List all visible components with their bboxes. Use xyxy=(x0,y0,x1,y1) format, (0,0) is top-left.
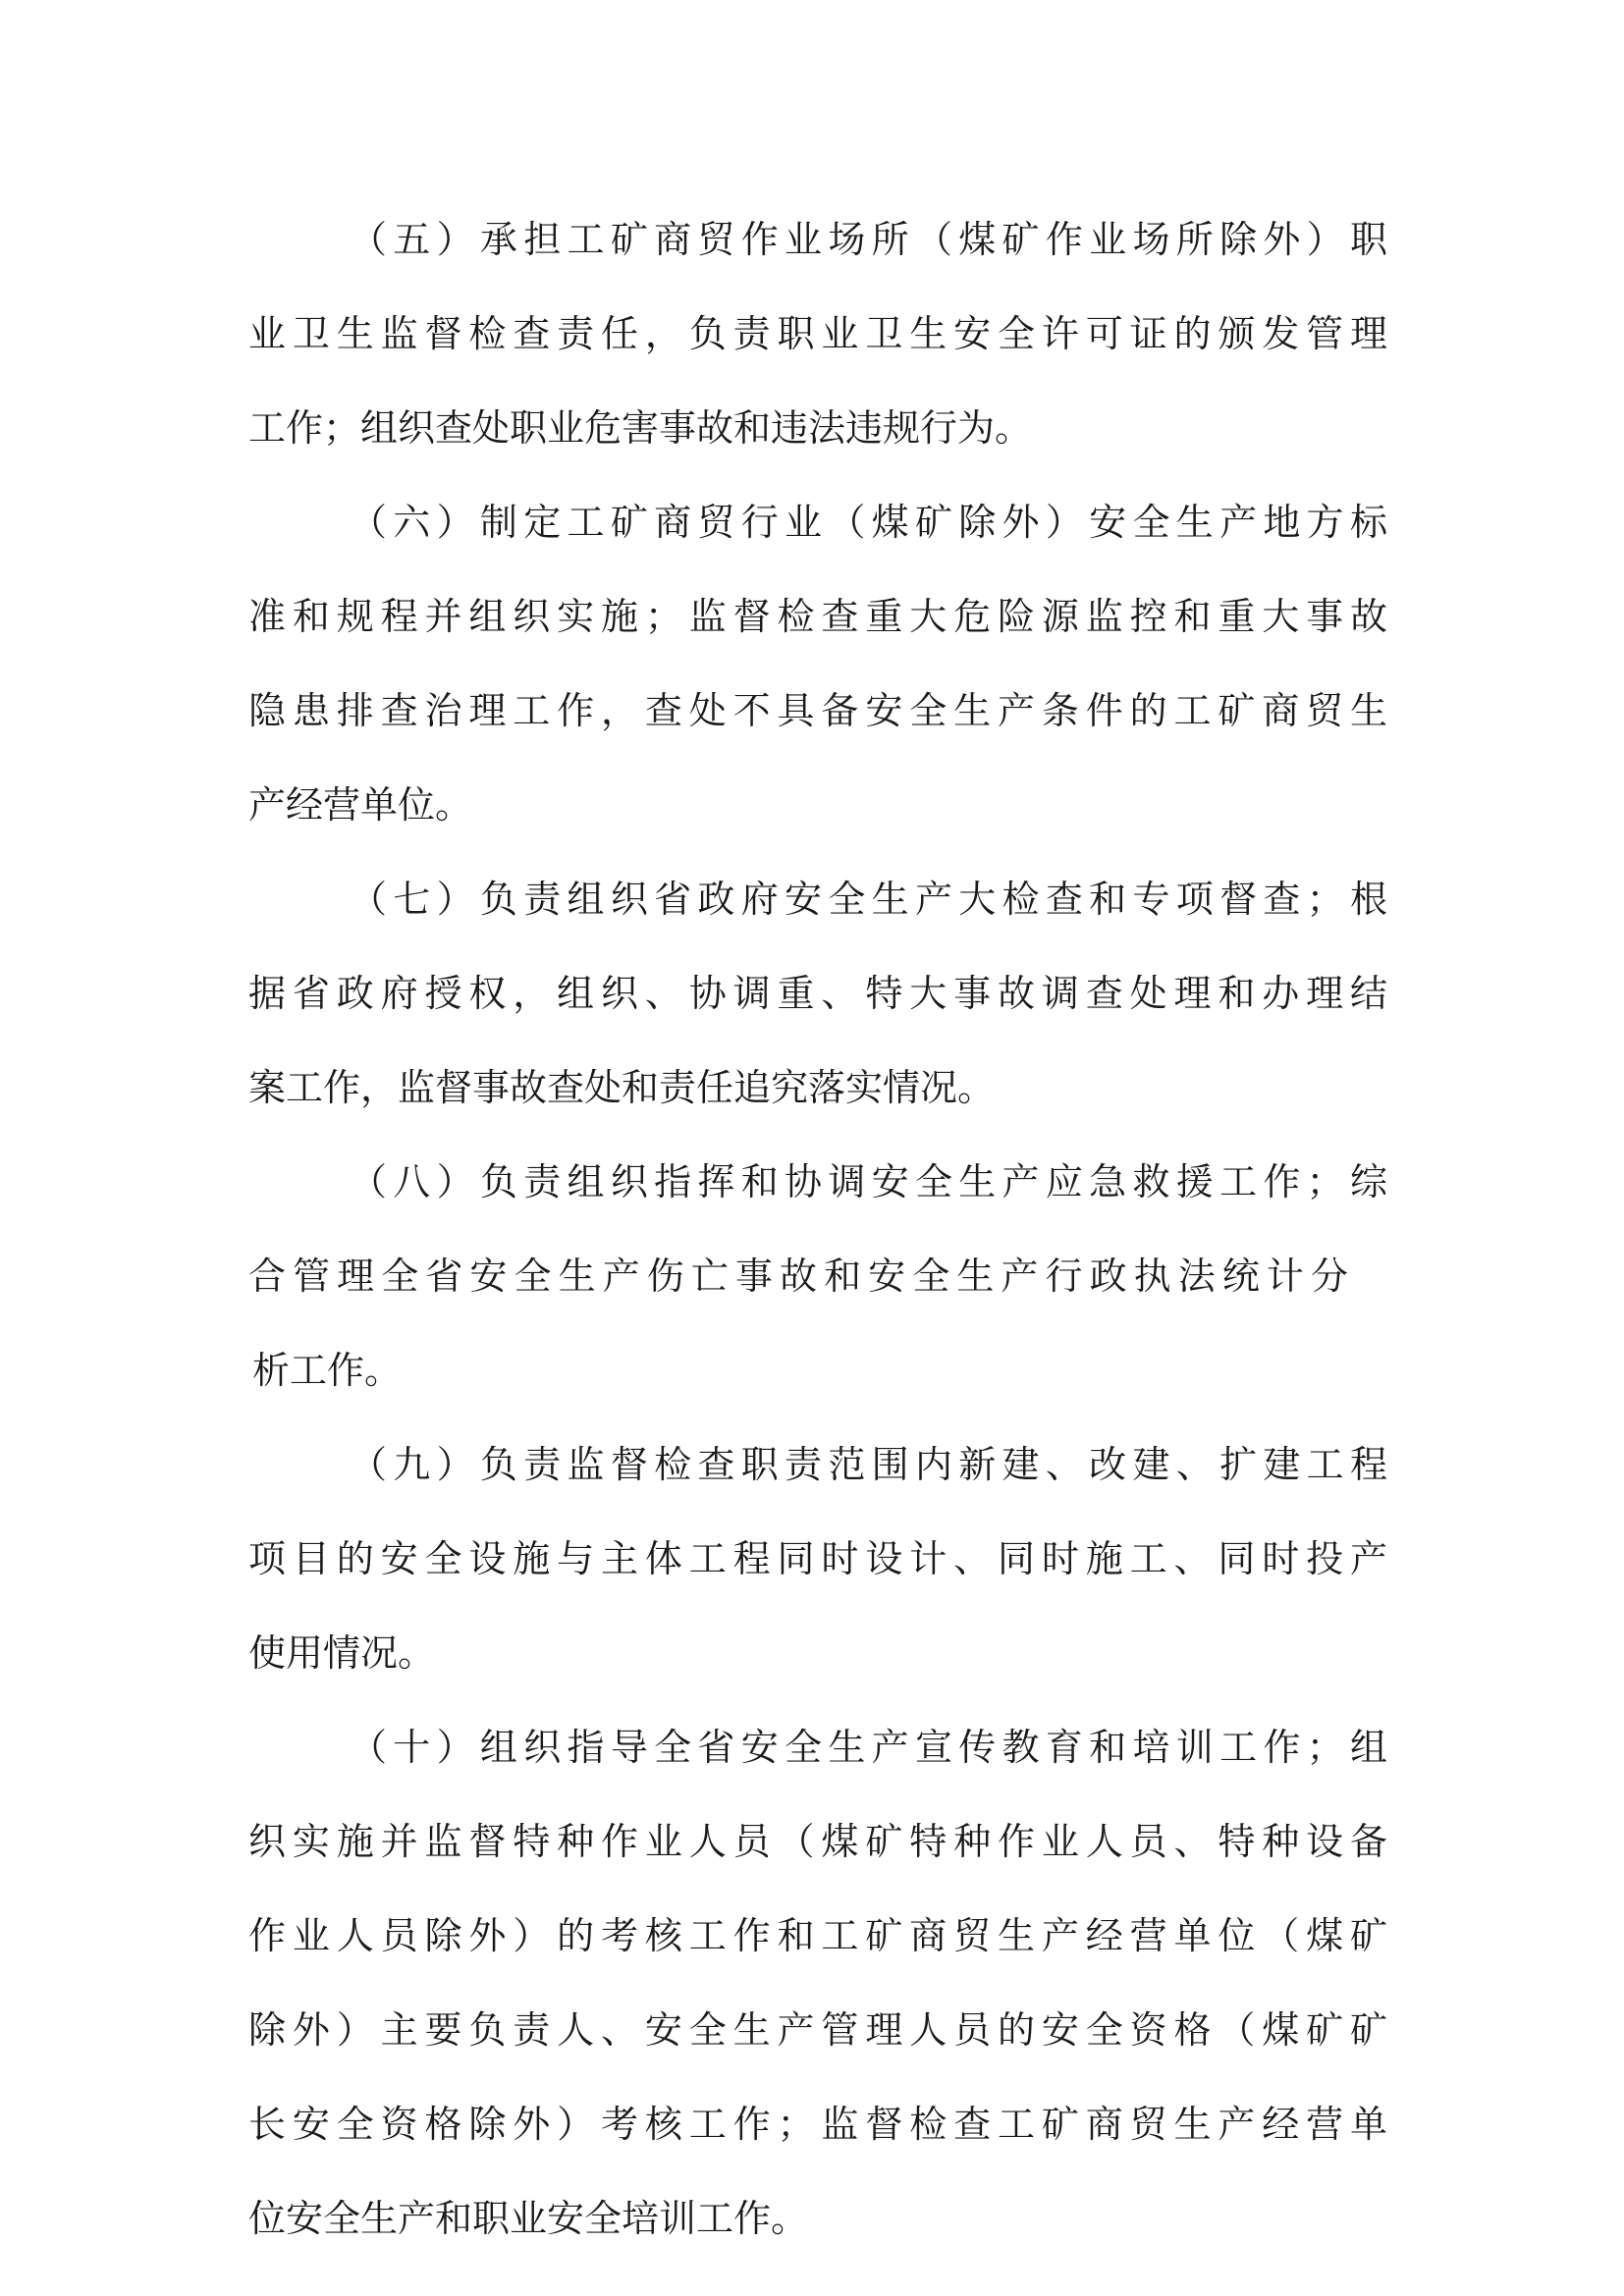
text-line: （六）制定工矿商贸行业（煤矿除外）安全生产地方标 xyxy=(350,501,1387,544)
text-line: 案工作，监督事故查处和责任追究落实情况。 xyxy=(248,1066,996,1109)
text-line: 长安全资格除外）考核工作；监督检查工矿商贸生产经营单 xyxy=(248,2103,1387,2146)
text-line: 产经营单位。 xyxy=(248,783,473,827)
text-line: 除外）主要负责人、安全生产管理人员的安全资格（煤矿矿 xyxy=(248,2008,1387,2052)
paragraph-8 xyxy=(248,1154,1387,1437)
text-line: 工作；组织查处职业危害事故和违法违规行为。 xyxy=(248,406,1033,450)
text-line: （七）负责组织省政府安全生产大检查和专项督查；根 xyxy=(350,878,1387,921)
text-line: （八）负责组织指挥和协调安全生产应急救援工作；综 xyxy=(350,1160,1387,1203)
paragraph-5 xyxy=(248,212,1387,495)
paragraph-9 xyxy=(248,1437,1387,1720)
text-line: 使用情况。 xyxy=(248,1631,436,1675)
paragraph-6 xyxy=(248,495,1387,872)
text-line: 项目的安全设施与主体工程同时设计、同时施工、同时投产 xyxy=(248,1537,1387,1580)
paragraph-10 xyxy=(248,1720,1387,2285)
text-line: （五）承担工矿商贸作业场所（煤矿作业场所除外）职 xyxy=(350,218,1387,261)
text-line: 位安全生产和职业安全培训工作。 xyxy=(248,2197,809,2240)
document-body xyxy=(248,212,1387,2285)
text-line: 作业人员除外）的考核工作和工矿商贸生产经营单位（煤矿 xyxy=(248,1914,1387,1957)
text-line: 织实施并监督特种作业人员（煤矿特种作业人员、特种设备 xyxy=(248,1820,1387,1863)
text-line: 业卫生监督检查责任，负责职业卫生安全许可证的颁发管理 xyxy=(248,312,1387,355)
paragraph-7 xyxy=(248,872,1387,1154)
text-line: 据省政府授权，组织、协调重、特大事故调查处理和办理结 xyxy=(248,972,1387,1015)
text-line: 合管理全省安全生产伤亡事故和安全生产行政执法统计分 xyxy=(248,1255,1348,1298)
text-line: （九）负责监督检查职责范围内新建、改建、扩建工程 xyxy=(350,1443,1387,1486)
text-line: 析工作。 xyxy=(252,1349,403,1392)
text-line: （十）组织指导全省安全生产宣传教育和培训工作；组 xyxy=(350,1726,1387,1769)
text-line: 隐患排查治理工作，查处不具备安全生产条件的工矿商贸生 xyxy=(248,689,1387,732)
text-line: 准和规程并组织实施；监督检查重大危险源监控和重大事故 xyxy=(248,595,1387,638)
